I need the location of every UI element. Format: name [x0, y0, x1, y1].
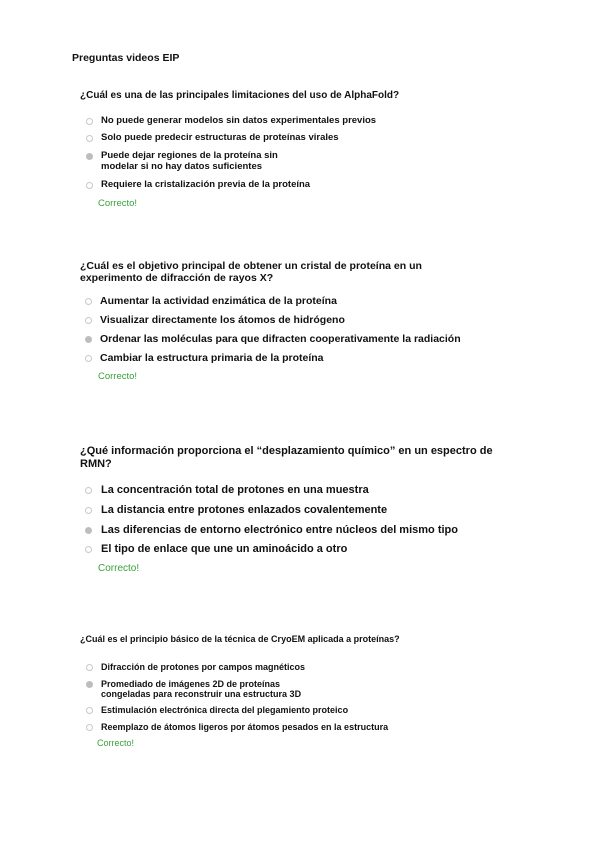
answer-option[interactable] [86, 151, 600, 173]
radio-button[interactable] [86, 724, 93, 731]
answer-option-label: Las diferencias de entorno electrónico entre núcleos del mismo tipo [101, 523, 458, 536]
answer-option[interactable] [85, 333, 600, 345]
question-block [0, 445, 600, 574]
answer-option-label: Reemplazo de átomos ligeros por átomos pesados en la estructura [101, 721, 389, 732]
radio-button[interactable] [85, 527, 92, 534]
question-block [0, 260, 600, 382]
radio-button[interactable] [85, 355, 92, 362]
answer-option[interactable] [85, 314, 600, 326]
radio-button[interactable] [86, 707, 93, 714]
radio-button[interactable] [86, 182, 93, 189]
radio-button[interactable] [86, 153, 93, 160]
radio-button[interactable] [85, 317, 92, 324]
answer-option[interactable] [86, 133, 600, 144]
answer-option-label: La concentración total de protones en una muestra [101, 484, 369, 497]
feedback-correct: Correcto! [98, 371, 138, 383]
answer-options [86, 116, 600, 192]
answer-option-label: Promediado de imágenes 2D de proteínas congeladas para reconstruir una estructura 3D [101, 678, 302, 700]
question-block [0, 90, 600, 209]
question-text: ¿Cuál es una de las principales limitaciones del uso de AlphaFold? [80, 90, 400, 101]
answer-option[interactable] [86, 116, 600, 127]
radio-button[interactable] [85, 487, 92, 494]
answer-option-label: Puede dejar regiones de la proteína sin modelar si no hay datos suficientes [101, 150, 278, 173]
answer-option[interactable] [86, 705, 600, 715]
answer-option[interactable] [85, 543, 600, 556]
feedback-correct: Correcto! [98, 198, 138, 210]
answer-option-label: Ordenar las moléculas para que difracten cooperativamente la radiación [100, 333, 461, 346]
answer-option-label: Difracción de protones por campos magnéticos [101, 662, 306, 673]
radio-button[interactable] [85, 507, 92, 514]
answer-option-label: Estimulación electrónica directa del plegamiento proteico [101, 705, 349, 716]
answer-option[interactable] [86, 180, 600, 191]
question-block [0, 634, 600, 748]
answer-option-label: La distancia entre protones enlazados covalentemente [101, 503, 388, 516]
answer-option[interactable] [85, 484, 600, 497]
question-text: ¿Qué información proporciona el “desplazamiento químico” en un espectro de RMN? [80, 445, 493, 470]
answer-option[interactable] [85, 504, 600, 517]
answer-option[interactable] [85, 524, 600, 537]
answer-option[interactable] [86, 679, 600, 700]
answer-option-label: Cambiar la estructura primaria de la proteína [100, 352, 324, 365]
answer-option-label: No puede generar modelos sin datos experimentales previos [101, 114, 377, 126]
radio-button[interactable] [86, 135, 93, 142]
radio-button[interactable] [86, 664, 93, 671]
question-text: ¿Cuál es el principio básico de la técnica de CryoEM aplicada a proteínas? [80, 634, 400, 644]
answer-options [85, 484, 600, 556]
radio-button[interactable] [85, 336, 92, 343]
answer-option-label: Solo puede predecir estructuras de proteínas virales [101, 132, 339, 144]
answer-option[interactable] [85, 352, 600, 364]
answer-option[interactable] [85, 295, 600, 307]
answer-options [85, 295, 600, 364]
radio-button[interactable] [86, 681, 93, 688]
answer-option-label: El tipo de enlace que une un aminoácido a otro [101, 543, 348, 556]
answer-option[interactable] [86, 722, 600, 732]
answer-option-label: Aumentar la actividad enzimática de la proteína [100, 295, 337, 308]
question-text: ¿Cuál es el objetivo principal de obtener un cristal de proteína en un experimento de difracción de rayos X? [80, 260, 422, 285]
page-title: Preguntas videos EIP [72, 52, 180, 64]
feedback-correct: Correcto! [98, 562, 140, 574]
radio-button[interactable] [85, 546, 92, 553]
answer-option[interactable] [86, 662, 600, 672]
answer-options [86, 662, 600, 732]
feedback-correct: Correcto! [97, 738, 135, 749]
radio-button[interactable] [85, 298, 92, 305]
answer-option-label: Requiere la cristalización previa de la proteína [101, 179, 311, 191]
answer-option-label: Visualizar directamente los átomos de hidrógeno [100, 314, 345, 327]
radio-button[interactable] [86, 118, 93, 125]
